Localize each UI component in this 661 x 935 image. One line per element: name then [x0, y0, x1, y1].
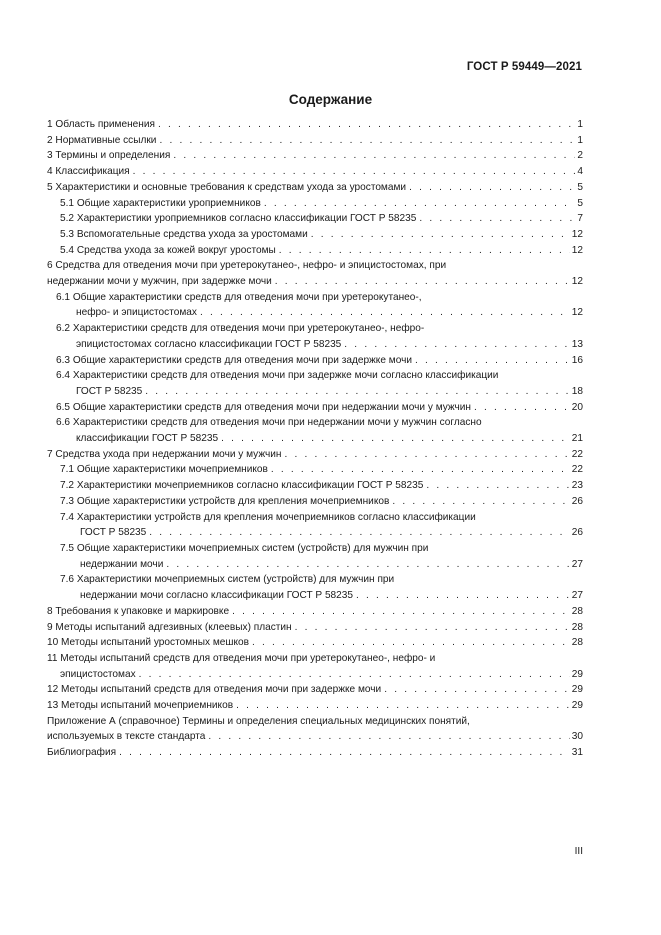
dot-leader	[133, 164, 576, 180]
toc-entry[interactable]	[47, 290, 583, 321]
toc-entry-label: 7.1 Общие характеристики мочеприемников	[60, 464, 268, 476]
toc-entry-label-line: эпицистостомах	[60, 668, 136, 680]
toc-entry-page: 1	[577, 134, 583, 146]
toc-entry-label: 5.1 Общие характеристики уроприемников	[60, 197, 261, 209]
dot-leader	[279, 243, 570, 259]
toc-entry[interactable]	[47, 353, 583, 369]
toc-entry[interactable]	[47, 572, 583, 603]
toc-entry-label-line: 7.5 Общие характеристики мочеприемных систем (устройств) для мужчин при	[60, 542, 429, 554]
dot-leader	[409, 180, 575, 196]
toc-entry-label: 9 Методы испытаний адгезивных (клеевых) пластин	[47, 621, 292, 633]
dot-leader	[344, 337, 569, 353]
dot-leader	[252, 635, 570, 651]
toc-entry-label: 2 Нормативные ссылки	[47, 134, 157, 146]
toc-entry[interactable]	[47, 148, 583, 164]
toc-entry-page: 26	[571, 527, 583, 539]
dot-leader	[271, 462, 570, 478]
toc-entry[interactable]	[47, 714, 583, 745]
toc-entry-label: 1 Область применения	[47, 119, 155, 130]
toc-entry-label-line: недержании мочи согласно классификации ГОСТ Р 58235	[80, 590, 354, 602]
toc-entry[interactable]	[47, 620, 583, 636]
toc-entry-page: 29	[571, 700, 583, 712]
dot-leader	[311, 227, 570, 243]
toc-entry[interactable]	[47, 415, 583, 446]
dot-leader	[284, 447, 569, 463]
toc-entry-label: 5 Характеристики и основные требования к средствам ухода за уростомами	[47, 181, 407, 193]
toc-entry-page: 4	[577, 166, 583, 178]
dot-leader	[149, 525, 569, 541]
toc-entry-page: 31	[571, 747, 583, 759]
toc-entry-page: 22	[571, 448, 583, 460]
toc-entry-page: 5	[577, 181, 583, 193]
toc-entry[interactable]	[47, 510, 583, 541]
toc-entry[interactable]	[47, 211, 583, 227]
toc-entry[interactable]	[47, 462, 583, 478]
dot-leader	[384, 682, 570, 698]
toc-entry[interactable]	[47, 447, 583, 463]
toc-entry-label-line: используемых в тексте стандарта	[47, 731, 206, 743]
toc-entry[interactable]	[47, 196, 583, 212]
toc-entry-label-line: 6.4 Характеристики средств для отведения мочи при задержке мочи согласно классификации	[56, 370, 499, 382]
toc-entry[interactable]	[47, 745, 583, 761]
dot-leader	[392, 494, 569, 510]
toc-entry-label: 6.5 Общие характеристики средств для отведения мочи при недержании мочи у мужчин	[56, 401, 472, 413]
toc-entry[interactable]	[47, 368, 583, 399]
dot-leader	[173, 148, 575, 164]
dot-leader	[275, 274, 570, 290]
dot-leader	[119, 745, 570, 761]
dot-leader	[221, 431, 570, 447]
toc-entry-label: 5.3 Вспомогательные средства ухода за уростомами	[60, 228, 308, 240]
dot-leader	[139, 667, 570, 683]
dot-leader	[295, 620, 570, 636]
dot-leader	[158, 117, 575, 133]
dot-leader	[232, 604, 570, 620]
toc-entry-page: 29	[571, 684, 583, 696]
toc-entry-label-line: Приложение А (справочное) Термины и определения специальных медицинских понятий,	[47, 715, 470, 727]
toc-entry-page: 13	[571, 338, 583, 350]
dot-leader	[419, 211, 575, 227]
toc-entry-page: 7	[577, 213, 583, 225]
toc-entry-page: 28	[571, 637, 583, 649]
toc-entry-label-line: эпицистостомах согласно классификации ГОСТ Р 58235	[76, 338, 342, 350]
toc-entry-page: 5	[577, 197, 583, 209]
dot-leader	[356, 588, 570, 604]
toc-entry[interactable]	[47, 258, 583, 289]
toc-entry-label-line: 6.2 Характеристики средств для отведения мочи при уретерокутанео-, нефро-	[56, 323, 425, 335]
table-of-contents	[47, 117, 583, 761]
dot-leader	[236, 698, 570, 714]
toc-entry-label-line: 7.4 Характеристики устройств для крепления мочеприемников согласно классификации	[60, 511, 476, 523]
toc-entry[interactable]	[47, 651, 583, 682]
toc-entry-page: 21	[571, 433, 583, 445]
page-title: Содержание	[288, 92, 373, 107]
toc-entry-label: 10 Методы испытаний уростомных мешков	[47, 637, 249, 649]
toc-entry-label-line: 6.1 Общие характеристики средств для отведения мочи при уретерокутанео-,	[56, 291, 422, 303]
toc-entry-label-line: 6.6 Характеристики средств для отведения мочи при недержании мочи у мужчин согласно	[56, 417, 482, 429]
toc-entry-page: 18	[571, 385, 583, 397]
toc-entry-page: 29	[571, 668, 583, 680]
toc-entry-label-line: классификации ГОСТ Р 58235	[76, 433, 219, 445]
toc-entry[interactable]	[47, 400, 583, 416]
dot-leader	[426, 478, 569, 494]
dot-leader	[264, 196, 576, 212]
dot-leader	[208, 729, 569, 745]
toc-entry-page: 27	[571, 558, 583, 570]
toc-entry-label: Библиография	[47, 747, 117, 759]
toc-entry-page: 26	[571, 495, 583, 507]
toc-entry[interactable]	[47, 227, 583, 243]
toc-entry-page: 30	[571, 731, 583, 743]
dot-leader	[415, 353, 570, 369]
toc-entry-label: 7.2 Характеристики мочеприемников согласно классификации ГОСТ Р 58235	[60, 480, 424, 492]
page-number: III	[574, 846, 583, 857]
toc-entry-label-line: 6 Средства для отведения мочи при уретерокутанео-, нефро- и эпицистостомах, при	[47, 260, 447, 272]
toc-entry[interactable]	[47, 604, 583, 620]
toc-entry-page: 12	[571, 228, 583, 240]
toc-entry[interactable]	[47, 494, 583, 510]
toc-entry-label-line: ГОСТ Р 58235	[76, 385, 143, 397]
toc-entry[interactable]	[47, 541, 583, 572]
toc-entry-page: 28	[571, 621, 583, 633]
toc-entry-page: 12	[571, 244, 583, 256]
dot-leader	[166, 557, 569, 573]
toc-entry-page: 2	[577, 150, 583, 162]
toc-entry[interactable]	[47, 117, 583, 133]
toc-entry[interactable]	[47, 164, 583, 180]
toc-entry-page: 20	[571, 401, 583, 413]
toc-entry[interactable]	[47, 133, 583, 149]
dot-leader	[145, 384, 569, 400]
toc-entry-label: 8 Требования к упаковке и маркировке	[47, 605, 230, 617]
toc-entry-label: 13 Методы испытаний мочеприемников	[47, 700, 234, 712]
dot-leader	[200, 305, 570, 321]
toc-entry-label-line: 11 Методы испытаний средств для отведения мочи при уретерокутанео-, нефро- и	[47, 652, 436, 664]
toc-entry[interactable]	[47, 321, 583, 352]
toc-entry-page: 23	[571, 480, 583, 492]
toc-entry[interactable]	[47, 243, 583, 259]
toc-entry[interactable]	[47, 478, 583, 494]
toc-entry-label-line: недержании мочи	[80, 558, 164, 570]
dot-leader	[159, 133, 575, 149]
toc-entry[interactable]	[47, 682, 583, 698]
toc-entry-page: 1	[577, 119, 583, 130]
toc-entry-page: 27	[571, 590, 583, 602]
toc-entry-label-line: нефро- и эпицистостомах	[76, 307, 197, 319]
toc-entry-label: 6.3 Общие характеристики средств для отведения мочи при задержке мочи	[56, 354, 412, 366]
toc-entry-label: 4 Классификация	[47, 166, 130, 178]
toc-entry[interactable]	[47, 180, 583, 196]
toc-entry-page: 22	[571, 464, 583, 476]
toc-entry-label-line: 7.6 Характеристики мочеприемных систем (устройств) для мужчин при	[60, 574, 395, 586]
toc-entry-label: 5.2 Характеристики уроприемников согласно классификации ГОСТ Р 58235	[60, 213, 417, 225]
toc-entry-label-line: недержании мочи у мужчин, при задержке мочи	[47, 276, 272, 288]
toc-entry-page: 16	[571, 354, 583, 366]
toc-entry-label: 12 Методы испытаний средств для отведения мочи при задержке мочи	[47, 684, 382, 696]
toc-entry-label-line: ГОСТ Р 58235	[80, 527, 147, 539]
toc-entry-label: 5.4 Средства ухода за кожей вокруг уростомы	[60, 244, 276, 256]
toc-entry[interactable]	[47, 698, 583, 714]
toc-entry-page: 12	[571, 276, 583, 288]
toc-entry-page: 28	[571, 605, 583, 617]
toc-entry-page: 12	[571, 307, 583, 319]
toc-entry-label: 7 Средства ухода при недержании мочи у мужчин	[47, 448, 282, 460]
toc-entry-label: 7.3 Общие характеристики устройств для крепления мочеприемников	[60, 495, 390, 507]
toc-entry[interactable]	[47, 635, 583, 651]
toc-entry-label: 3 Термины и определения	[47, 150, 171, 162]
document-code: ГОСТ Р 59449—2021	[466, 61, 582, 73]
dot-leader	[474, 400, 570, 416]
